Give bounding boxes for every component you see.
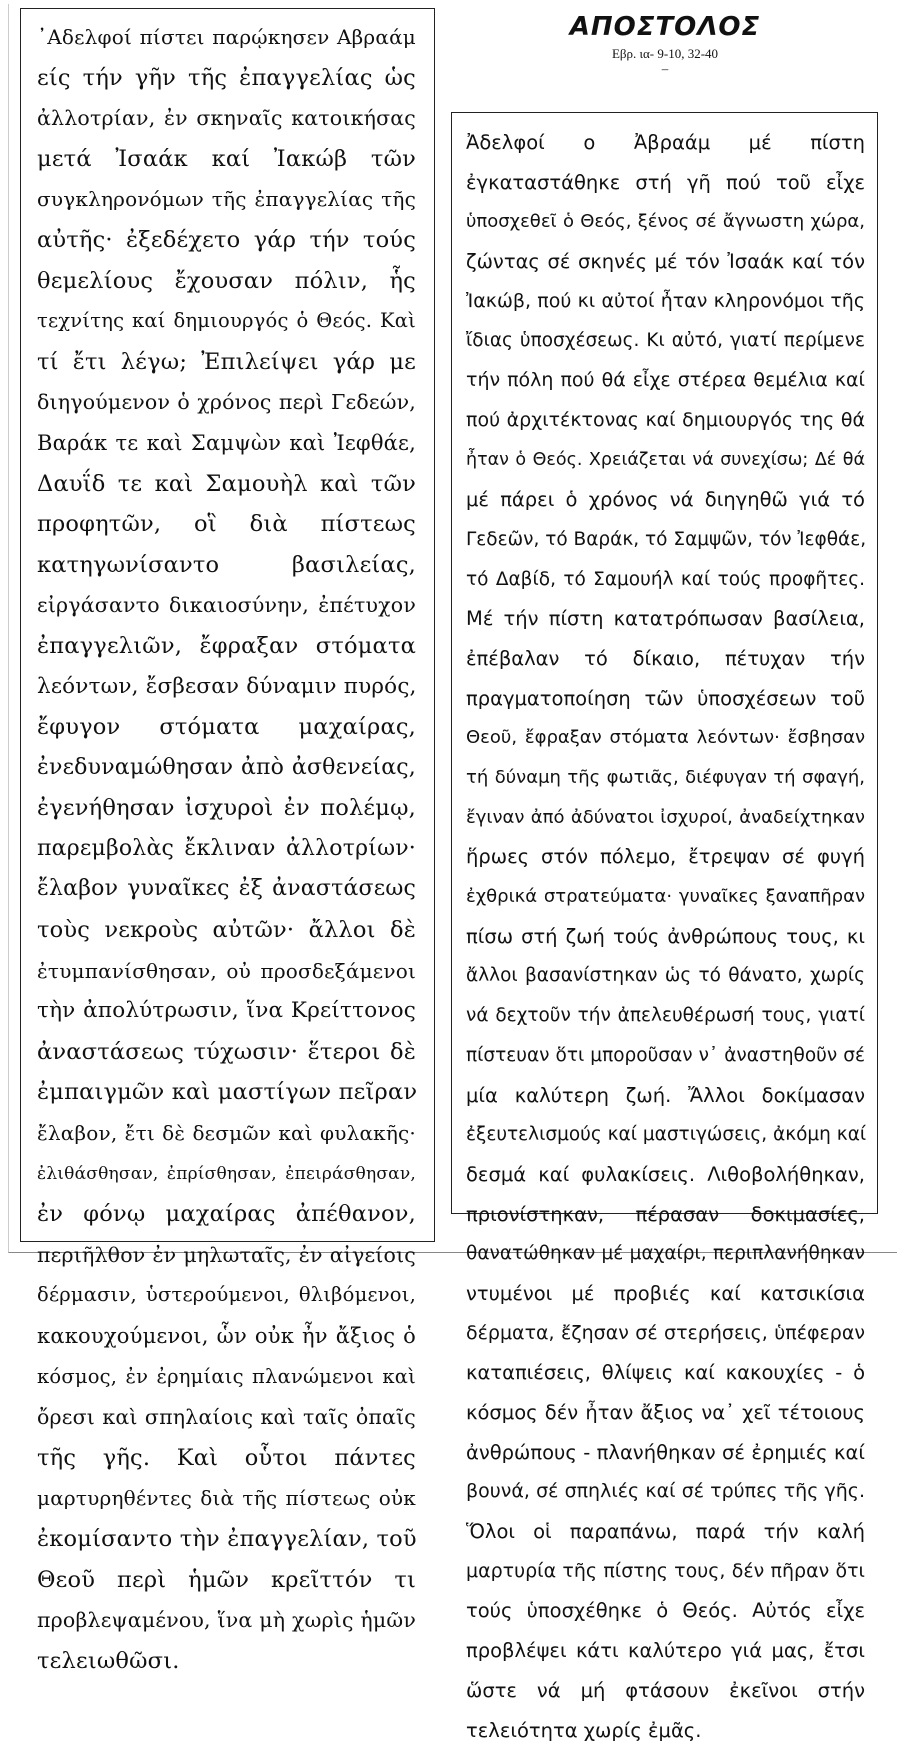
text-line: Μέ τήν πίστη κατατρόπωσαν βασίλεια, [466, 599, 865, 639]
text-line: μαρτυρηθέντες διὰ τῆς πίστεως οὐκ [37, 1478, 416, 1519]
text-line: ἀνθρώπους - πλανήθηκαν σέ ἐρημιές καί [466, 1433, 865, 1473]
text-line: θανατώθηκαν μέ μαχαίρι, περιπλανήθηκαν [466, 1234, 865, 1274]
scripture-reference: Εβρ. ια- 9-10, 32-40 [451, 46, 879, 62]
text-line: λεόντων, ἔσβεσαν δύναμιν πυρός, [37, 667, 416, 708]
text-line: κακουχούμενοι, ὧν οὐκ ἦν ἄξιος ὁ [37, 1316, 416, 1357]
text-line: ἐπέβαλαν τό δίκαιο, πέτυχαν τήν [466, 639, 865, 679]
text-line: ἐν φόνῳ μαχαίρας ἀπέθανον, [37, 1194, 416, 1235]
text-line: ζώντας σέ σκηνές μέ τόν Ἰσαάκ καί τόν [466, 242, 865, 282]
text-line: πριονίστηκαν, πέρασαν δοκιμασίες, [466, 1195, 865, 1235]
text-line: τῆς γῆς. Καὶ οὗτοι πάντες [37, 1438, 416, 1479]
text-line: ἔλαβον, ἔτι δὲ δεσμῶν καὶ φυλακῆς· [37, 1113, 416, 1154]
text-line: κόσμος, ἐν ἐρημίαις πλανώμενοι καὶ [37, 1357, 416, 1398]
text-line: ἐμπαιγμῶν καὶ μαστίγων πεῖραν [37, 1072, 416, 1113]
text-line: ἄλλοι βασανίστηκαν ὡς τό θάνατο, χωρίς [466, 956, 865, 996]
text-line: ἐκομίσαντο τὴν ἐπαγγελίαν, τοῦ [37, 1519, 416, 1560]
text-line: προφητῶν, οἳ διὰ πίστεως [37, 504, 416, 545]
text-line: είς τήν γῆν τῆς ἐπαγγελίας ὡς [37, 58, 416, 99]
text-line: ἐτυμπανίσθησαν, οὐ προσδεξάμενοι [37, 951, 416, 992]
text-line: ὥστε νά μή φτάσουν ἐκεῖνοι στήν [466, 1671, 865, 1711]
text-line: νά δεχτοῦν τήν ἀπελευθέρωσή τους, γιατί [466, 996, 865, 1036]
text-line: Θεοῦ, ἔφραξαν στόματα λεόντων· ἔσβησαν [466, 718, 865, 758]
text-line: ἐλιθάσθησαν, ἐπρίσθησαν, ἐπειράσθησαν, [37, 1154, 416, 1195]
text-line: ὑποσχεθεῖ ὁ Θεός, ξένος σέ ἄγνωστη χώρα, [466, 202, 865, 242]
text-line: Θεοῦ περὶ ἡμῶν κρεῖττόν τι [37, 1560, 416, 1601]
text-line: Βαράκ τε καὶ Σαμψὼν καὶ Ἰεφθάε, [37, 423, 416, 464]
text-line: ἀλλοτρίαν, ἐν σκηναῖς κατοικήσας [37, 98, 416, 139]
text-line: τελειότητα χωρίς ἐμᾶς. [466, 1711, 865, 1750]
text-line: μαρτυρία τῆς πίστης τους, δέν πῆραν ὅτι [466, 1552, 865, 1592]
text-line: κόσμος δέν ἦταν ἄξιος να᾿ χεῖ τέτοιους [466, 1393, 865, 1433]
text-line: Δαυΐδ τε καὶ Σαμουὴλ καὶ τῶν [37, 464, 416, 505]
text-line: θεμελίους ἔχουσαν πόλιν, ἧς [37, 261, 416, 302]
text-line: ἐχθρικά στρατεύματα· γυναῖκες ξαναπῆραν [466, 877, 865, 917]
text-line: ἔφυγον στόματα μαχαίρας, [37, 707, 416, 748]
text-line: τεχνίτης καί δημιουργός ὁ Θεός. Καὶ [37, 301, 416, 342]
text-line: τή δύναμη τῆς φωτιᾶς, διέφυγαν τή σφαγή, [466, 758, 865, 798]
text-line: συγκληρονόμων τῆς ἐπαγγελίας τῆς [37, 179, 416, 220]
text-line: τοὺς νεκροὺς αὐτῶν· ἄλλοι δὲ [37, 910, 416, 951]
text-line: ντυμένοι μέ προβιές καί κατσικίσια [466, 1274, 865, 1314]
text-line: βουνά, σέ σπηλιές καί σέ τρύπες τῆς γῆς. [466, 1472, 865, 1512]
text-line: μία καλύτερη ζωή. Ἄλλοι δοκίμασαν [466, 1076, 865, 1116]
text-line: μέ πάρει ὁ χρόνος νά διηγηθῶ γιά τό [466, 480, 865, 520]
text-line: ἐπαγγελιῶν, ἔφραξαν στόματα [37, 626, 416, 667]
text-line: ἐγενήθησαν ἰσχυροὶ ἐν πολέμῳ, [37, 788, 416, 829]
text-line: ἥρωες στόν πόλεμο, ἔτρεψαν σέ φυγή [466, 837, 865, 877]
text-line: αὐτῆς· ἐξεδέχετο γάρ τήν τούς [37, 220, 416, 261]
text-line: πού ἀρχιτέκτονας καί δημιουργός της θά [466, 401, 865, 441]
text-line: ὄρεσι καὶ σπηλαίοις καὶ ταῖς ὀπαῖς [37, 1397, 416, 1438]
text-line: τό Δαβίδ, τό Σαμουήλ καί τούς προφῆτες. [466, 560, 865, 600]
text-line: Ἀδελφοί ο Ἀβραάμ μέ πίστη [466, 123, 865, 163]
text-line: δέρμασιν, ὑστερούμενοι, θλιβόμενοι, [37, 1275, 416, 1316]
text-line: ἐνεδυναμώθησαν ἀπὸ ἀσθενείας, [37, 748, 416, 789]
text-line: δεσμά καί φυλακίσεις. Λιθοβολήθηκαν, [466, 1155, 865, 1195]
original-text-box [20, 8, 435, 1242]
text-line: Ἰακώβ, πού κι αὐτοί ἦταν κληρονόμοι τῆς [466, 282, 865, 322]
text-line: Ὅλοι οἱ παραπάνω, παρά τήν καλή [466, 1512, 865, 1552]
text-line: παρεμβολὰς ἔκλιναν ἀλλοτρίων· [37, 829, 416, 870]
text-line: ἔλαβον γυναῖκες ἐξ ἀναστάσεως [37, 869, 416, 910]
text-line: προβλεψαμένου, ἵνα μὴ χωρὶς ἡμῶν [37, 1600, 416, 1641]
text-line: περιῆλθον ἐν μηλωταῖς, ἐν αἰγείοις [37, 1235, 416, 1276]
text-line: διηγούμενον ὁ χρόνος περὶ Γεδεών, [37, 382, 416, 423]
text-line: κατηγωνίσαντο βασιλείας, [37, 545, 416, 586]
text-line: ἐγκαταστάθηκε στή γῆ πού τοῦ εἶχε [466, 163, 865, 203]
text-line: δέρματα, ἔζησαν σέ στερήσεις, ὑπέφεραν [466, 1314, 865, 1354]
text-line: ἀναστάσεως τύχωσιν· ἕτεροι δὲ [37, 1032, 416, 1073]
text-line: εἰργάσαντο δικαιοσύνην, ἐπέτυχον [37, 585, 416, 626]
text-line: ἐξευτελισμούς καί μαστιγώσεις, ἀκόμη καί [466, 1115, 865, 1155]
text-line: προβλέψει κάτι καλύτερο γιά μας, ἔτσι [466, 1631, 865, 1671]
text-line: καταπιέσεις, θλίψεις καί κακουχίες - ὁ [466, 1353, 865, 1393]
text-line: ἦταν ὁ Θεός. Χρειάζεται νά συνεχίσω; Δέ θά [466, 441, 865, 481]
text-line: πίστευαν ὅτι μποροῦσαν ν᾿ ἀναστηθοῦν σέ [466, 1036, 865, 1076]
text-line: πίσω στή ζωή τούς ἀνθρώπους τους, κι [466, 917, 865, 957]
text-line: τούς ὑποσχέθηκε ὁ Θεός. Αὐτός εἶχε [466, 1591, 865, 1631]
text-line: μετά Ἰσαάκ καί Ἰακώβ τῶν [37, 139, 416, 180]
text-line: πραγματοποίηση τῶν ὑποσχέσεων τοῦ [466, 679, 865, 719]
header [451, 10, 879, 76]
text-line: ἴδιας ὑποσχέσεως. Κι αὐτό, γιατί περίμενε [466, 321, 865, 361]
text-line: Γεδεῶν, τό Βαράκ, τό Σαμψῶν, τόν Ἰεφθάε, [466, 520, 865, 560]
page-title: ΑΠΟΣΤΟΛΟΣ [451, 10, 879, 44]
text-line: τελειωθῶσι. [37, 1641, 416, 1682]
text-line: τήν πόλη πού θά εἶχε στέρεα θεμέλια καί [466, 361, 865, 401]
text-line: τὴν ἀπολύτρωσιν, ἵνα Κρείττονος [37, 991, 416, 1032]
text-line: ἔγιναν ἀπό ἀδύνατοι ἰσχυροί, ἀναδείχτηκαν [466, 798, 865, 838]
text-line: τί ἔτι λέγω; Ἐπιλείψει γάρ με [37, 342, 416, 383]
separator-dash: – [451, 62, 879, 76]
translation-text-box [451, 112, 878, 1214]
text-line: ᾿Αδελφοί πίστει παρῴκησεν Αβραάμ [37, 17, 416, 58]
